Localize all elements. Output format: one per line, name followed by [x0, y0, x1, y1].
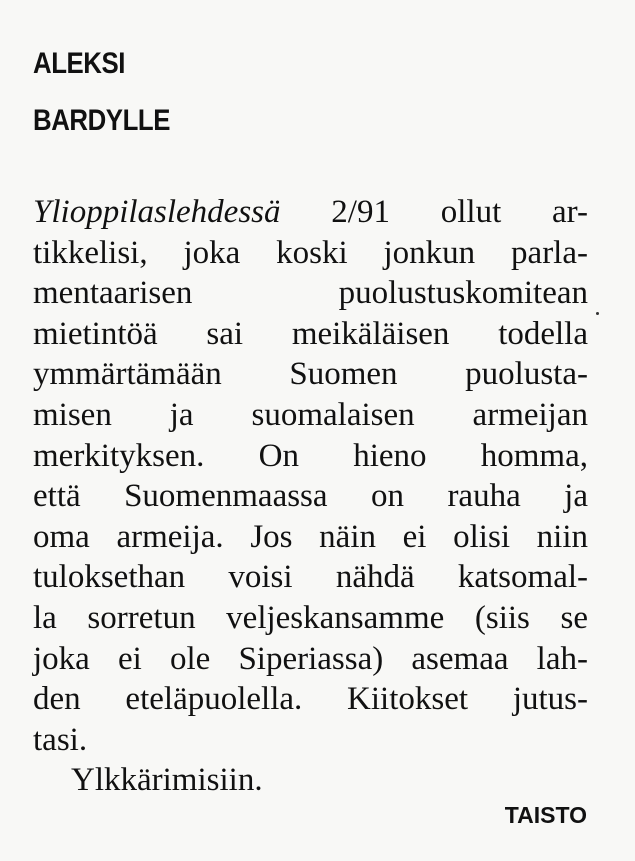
body-line-0-rest: 2/91 ollut ar-	[280, 194, 588, 230]
heading-line-1: ALEKSI	[33, 47, 126, 80]
body-line-9: tuloksethan voisi nähdä katsomal-	[33, 559, 588, 596]
publication-name: Ylioppilaslehdessä	[33, 194, 281, 230]
body-line-3: mietintöä sai meikäläisen todella	[33, 315, 588, 352]
body-line-10: la sorretun veljeskansamme (siis se	[33, 599, 588, 636]
body-line-0	[33, 192, 588, 233]
closing-line: Ylkkärimisiin.	[71, 762, 263, 799]
body-line-5: misen ja suomalaisen armeijan	[33, 396, 588, 433]
signature: TAISTO	[504, 802, 587, 828]
body-line-13: tasi.	[33, 721, 88, 758]
body-line-1: tikkelisi, joka koski jonkun parla-	[33, 234, 588, 271]
body-line-2: mentaarisen puolustuskomitean	[33, 275, 588, 312]
print-speck	[596, 312, 599, 315]
body-line-6: merkityksen. On hieno homma,	[33, 437, 588, 474]
heading-line-2: BARDYLLE	[33, 104, 171, 137]
body-line-7: että Suomenmaassa on rauha ja	[33, 478, 588, 515]
body-line-11: joka ei ole Siperiassa) asemaa lah-	[33, 640, 588, 677]
body-line-8: oma armeija. Jos näin ei olisi niin	[33, 518, 588, 555]
body-line-12: den eteläpuolella. Kiitokset jutus-	[33, 681, 588, 718]
letter-body	[33, 192, 588, 801]
body-line-4: ymmärtämään Suomen puolusta-	[33, 356, 588, 393]
